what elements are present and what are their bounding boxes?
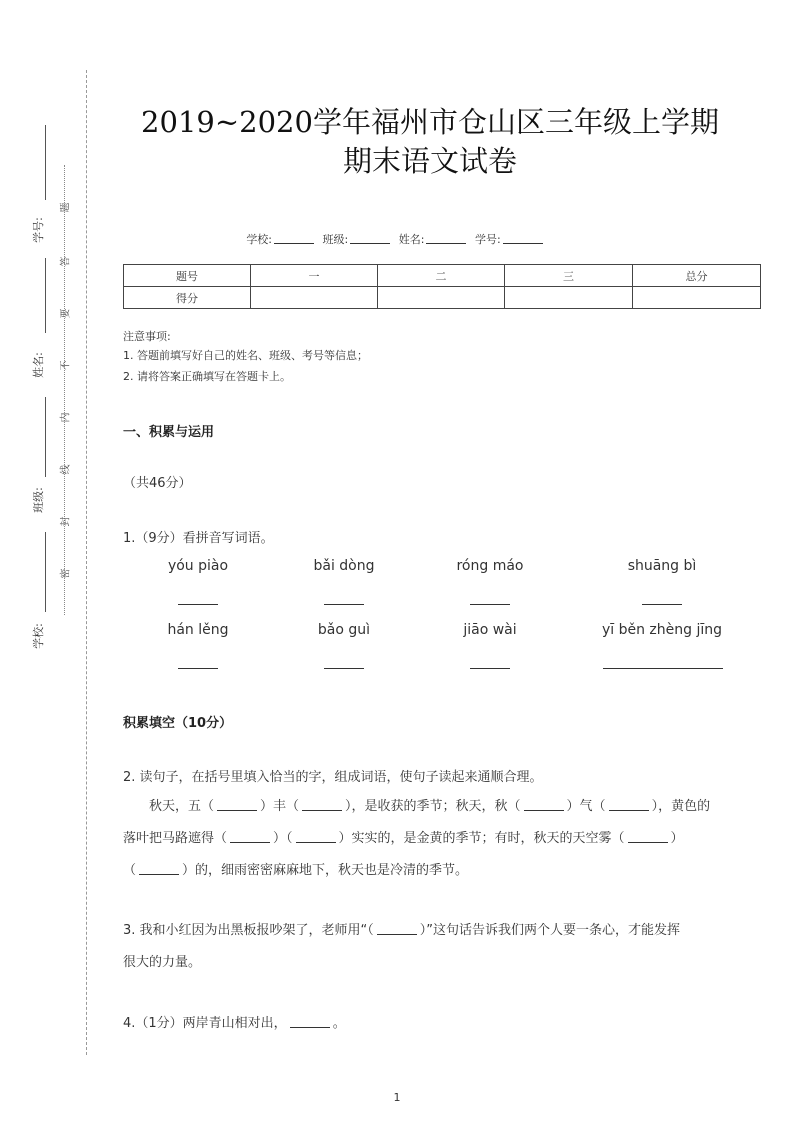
- info-class-label: 班级:: [322, 233, 349, 246]
- exam-title-line1: 2019~2020学年福州市仓山区三年级上学期: [141, 105, 719, 139]
- answer-blank[interactable]: [290, 1017, 330, 1028]
- side-label-name: 姓名:: [32, 352, 45, 378]
- answer-blank[interactable]: [178, 668, 218, 669]
- binding-char: 题: [60, 202, 72, 213]
- passage-text: ）（: [273, 831, 293, 846]
- passage-text: ），黄色的: [651, 799, 711, 814]
- question-3-text: 3. 我和小红因为出黑板报吵架了，老师用“（: [123, 923, 374, 938]
- answer-blank[interactable]: [139, 864, 179, 875]
- score-table-row: [124, 287, 761, 309]
- answer-blank[interactable]: [470, 668, 510, 669]
- score-cell: [378, 287, 505, 309]
- name-line: [45, 258, 46, 333]
- answer-blank[interactable]: [609, 800, 649, 811]
- answer-blank[interactable]: [217, 800, 257, 811]
- answer-blank[interactable]: [178, 604, 218, 605]
- score-header-cell: 总分: [633, 265, 761, 287]
- class-line: [45, 397, 46, 477]
- pinyin-item: jiāo wài: [463, 622, 517, 638]
- notes-item: 1. 答题前填写好自己的姓名、班级、考号等信息；: [123, 349, 368, 362]
- side-label-school: 学校:: [32, 623, 45, 649]
- notes-heading: 注意事项:: [123, 330, 171, 343]
- info-class-blank: [350, 243, 390, 244]
- answer-blank[interactable]: [603, 668, 723, 669]
- score-header-cell: 二: [378, 265, 505, 287]
- side-label-student-number: 学号:: [32, 217, 45, 243]
- passage-text: ）实实的，是金黄的季节；有时，秋天的天空雾（: [338, 831, 625, 846]
- score-cell: [633, 287, 761, 309]
- question-3-line: 很大的力量。: [123, 955, 202, 970]
- question-3-text: ）”这句话告诉我们两个人要一条心，才能发挥: [419, 923, 681, 938]
- info-school-label: 学校:: [246, 233, 273, 246]
- question-4-text: 4.（1分）两岸青山相对出，: [123, 1016, 287, 1031]
- info-school-blank: [274, 243, 314, 244]
- score-cell: [251, 287, 378, 309]
- pinyin-item: yī běn zhèng jīng: [601, 622, 723, 638]
- notes-item: 2. 请将答案正确填写在答题卡上。: [123, 370, 291, 383]
- binding-char: 线: [60, 464, 72, 475]
- binding-dashed-line: [86, 70, 87, 1055]
- answer-blank[interactable]: [470, 604, 510, 605]
- question-1-stem: 1.（9分）看拼音写词语。: [123, 531, 274, 546]
- passage-text: ），是收获的季节；秋天，秋（: [345, 799, 521, 814]
- binding-char: 答: [60, 256, 72, 267]
- passage-text: ）气（: [566, 799, 606, 814]
- subsection-title: 积累填空（10分）: [123, 716, 233, 731]
- answer-blank[interactable]: [324, 604, 364, 605]
- school-line: [45, 532, 46, 612]
- passage-text: ）的，细雨密密麻麻地下，秋天也是冷清的季节。: [182, 863, 469, 878]
- pinyin-item: hán lěng: [167, 622, 229, 638]
- page-number: 1: [393, 1091, 401, 1104]
- answer-blank[interactable]: [302, 800, 342, 811]
- question-2-stem: 2. 读句子，在括号里填入恰当的字，组成词语，使句子读起来通顺合理。: [123, 770, 543, 785]
- info-name-blank: [426, 243, 466, 244]
- binding-char: 不: [60, 360, 72, 371]
- answer-blank[interactable]: [230, 832, 270, 843]
- pinyin-item: róng máo: [456, 558, 524, 574]
- binding-char: 要: [60, 308, 72, 319]
- passage-line: [123, 823, 763, 855]
- passage-text: ）丰（: [260, 799, 300, 814]
- score-table-header-row: [124, 265, 761, 287]
- score-table: [123, 264, 761, 309]
- score-header-cell: 题号: [124, 265, 251, 287]
- exam-title-line2: 期末语文试卷: [342, 144, 517, 178]
- question-4-text: 。: [332, 1016, 346, 1031]
- answer-blank[interactable]: [524, 800, 564, 811]
- answer-blank[interactable]: [642, 604, 682, 605]
- answer-blank[interactable]: [377, 924, 417, 935]
- student-info-line: [0, 231, 794, 247]
- binding-char: 封: [60, 516, 72, 527]
- binding-char: 内: [60, 412, 72, 423]
- info-name-label: 姓名:: [398, 233, 425, 246]
- passage-line: [123, 791, 763, 823]
- answer-blank[interactable]: [324, 668, 364, 669]
- question-3-line: [123, 915, 763, 947]
- pinyin-item: shuāng bì: [627, 558, 697, 574]
- passage-text: ）: [670, 831, 684, 846]
- question-3: [123, 915, 763, 979]
- pinyin-item: bǎi dòng: [313, 558, 375, 574]
- question-4: [123, 1008, 763, 1040]
- score-cell: [505, 287, 633, 309]
- passage-line: [123, 855, 763, 887]
- passage-text: 秋天，五（: [149, 799, 215, 814]
- info-number-label: 学号:: [474, 233, 501, 246]
- answer-blank[interactable]: [296, 832, 336, 843]
- passage-text: 落叶把马路遮得（: [123, 831, 228, 846]
- binding-char: 密: [60, 568, 72, 579]
- info-number-blank: [503, 243, 543, 244]
- score-header-cell: 一: [251, 265, 378, 287]
- student-number-line: [45, 125, 46, 200]
- score-row-label: 得分: [124, 287, 251, 309]
- passage-text: （: [123, 863, 137, 878]
- pinyin-item: bǎo guì: [317, 622, 371, 638]
- side-label-class: 班级:: [32, 487, 45, 513]
- answer-blank[interactable]: [628, 832, 668, 843]
- pinyin-item: yóu piào: [167, 558, 229, 574]
- section-points: （共46分）: [123, 476, 192, 491]
- section-title: 一、积累与运用: [123, 425, 215, 440]
- score-header-cell: 三: [505, 265, 633, 287]
- question-2-passage: [123, 791, 763, 887]
